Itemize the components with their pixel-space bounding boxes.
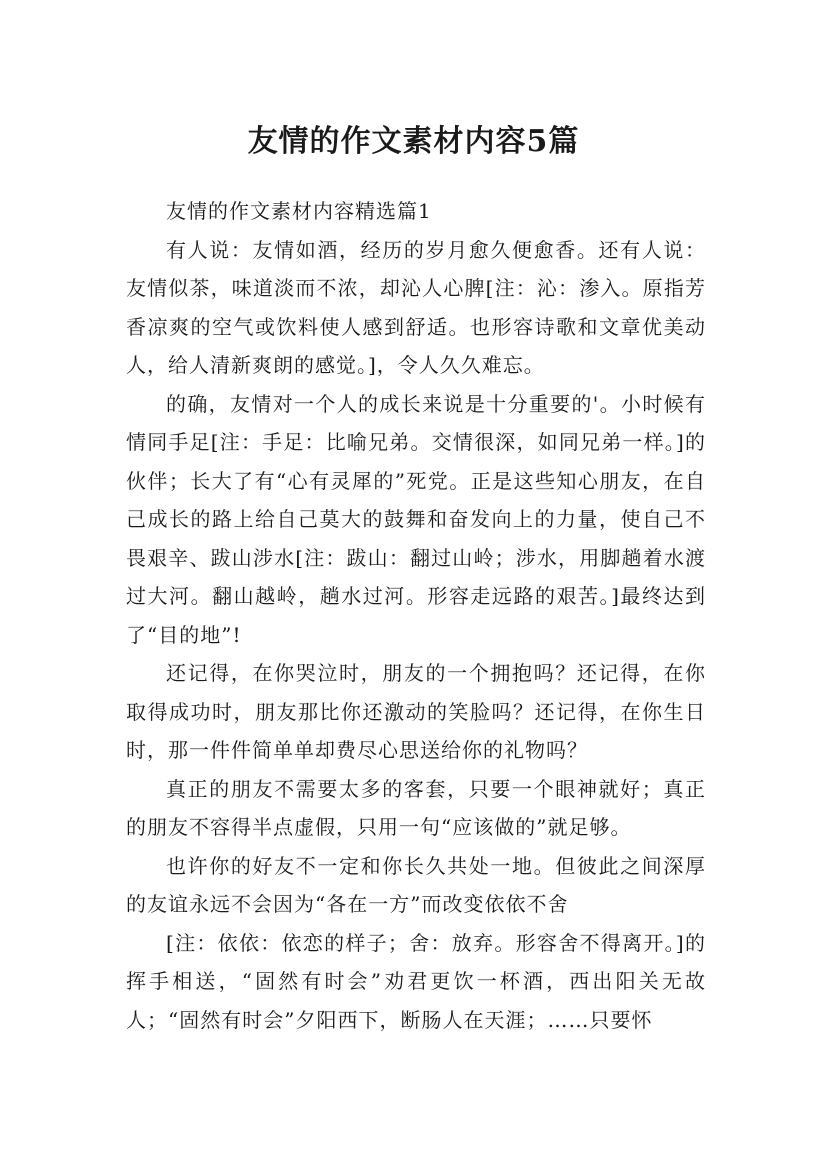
body-paragraph: 也许你的好友不一定和你长久共处一地。但彼此之间深厚的友谊永远不会因为“各在一方”而改变依依不舍: [126, 853, 706, 916]
section-heading: 友情的作文素材内容精选篇1: [166, 199, 432, 223]
document-body: [126, 192, 706, 1039]
body-paragraph: 的确，友情对一个人的成长来说是十分重要的'。小时候有情同手足[注：手足：比喻兄弟。交情很深，如同兄弟一样。]的伙伴；长大了有“心有灵犀的”死党。正是这些知心朋友，在自己成长的路上给自己莫大的鼓舞和奋发向上的力量，使自己不畏艰辛、跋山涉水[注：跋山：翻过山岭；涉水，用脚趟着水渡过大河。翻山越岭，趟水过河。形容走远路的艰苦。]最终达到了“目的地”!: [126, 391, 706, 647]
body-paragraph: 还记得，在你哭泣时，朋友的一个拥抱吗？还记得，在你取得成功时，朋友那比你还激动的笑脸吗？还记得，在你生日时，那一件件简单单却费尽心思送给你的礼物吗？: [126, 661, 706, 762]
body-paragraph: [注：依依：依恋的样子；舍：放弃。形容舍不得离开。]的挥手相送，“固然有时会”劝君更饮一杯酒，西出阳关无故人；“固然有时会”夕阳西下，断肠人在天涯；……只要怀: [126, 930, 706, 1032]
body-paragraph: 有人说：友情如酒，经历的岁月愈久便愈香。还有人说：友情似茶，味道淡而不浓，却沁人心脾[注：沁：渗入。原指芳香凉爽的空气或饮料使人感到舒适。也形容诗歌和文章优美动人，给人清新爽朗的感觉。]，令人久久难忘。: [126, 237, 706, 377]
body-paragraph: 真正的朋友不需要太多的客套，只要一个眼神就好；真正的朋友不容得半点虚假，只用一句“应该做的”就足够。: [126, 776, 706, 839]
document-title: 友情的作文素材内容5篇: [247, 124, 580, 160]
